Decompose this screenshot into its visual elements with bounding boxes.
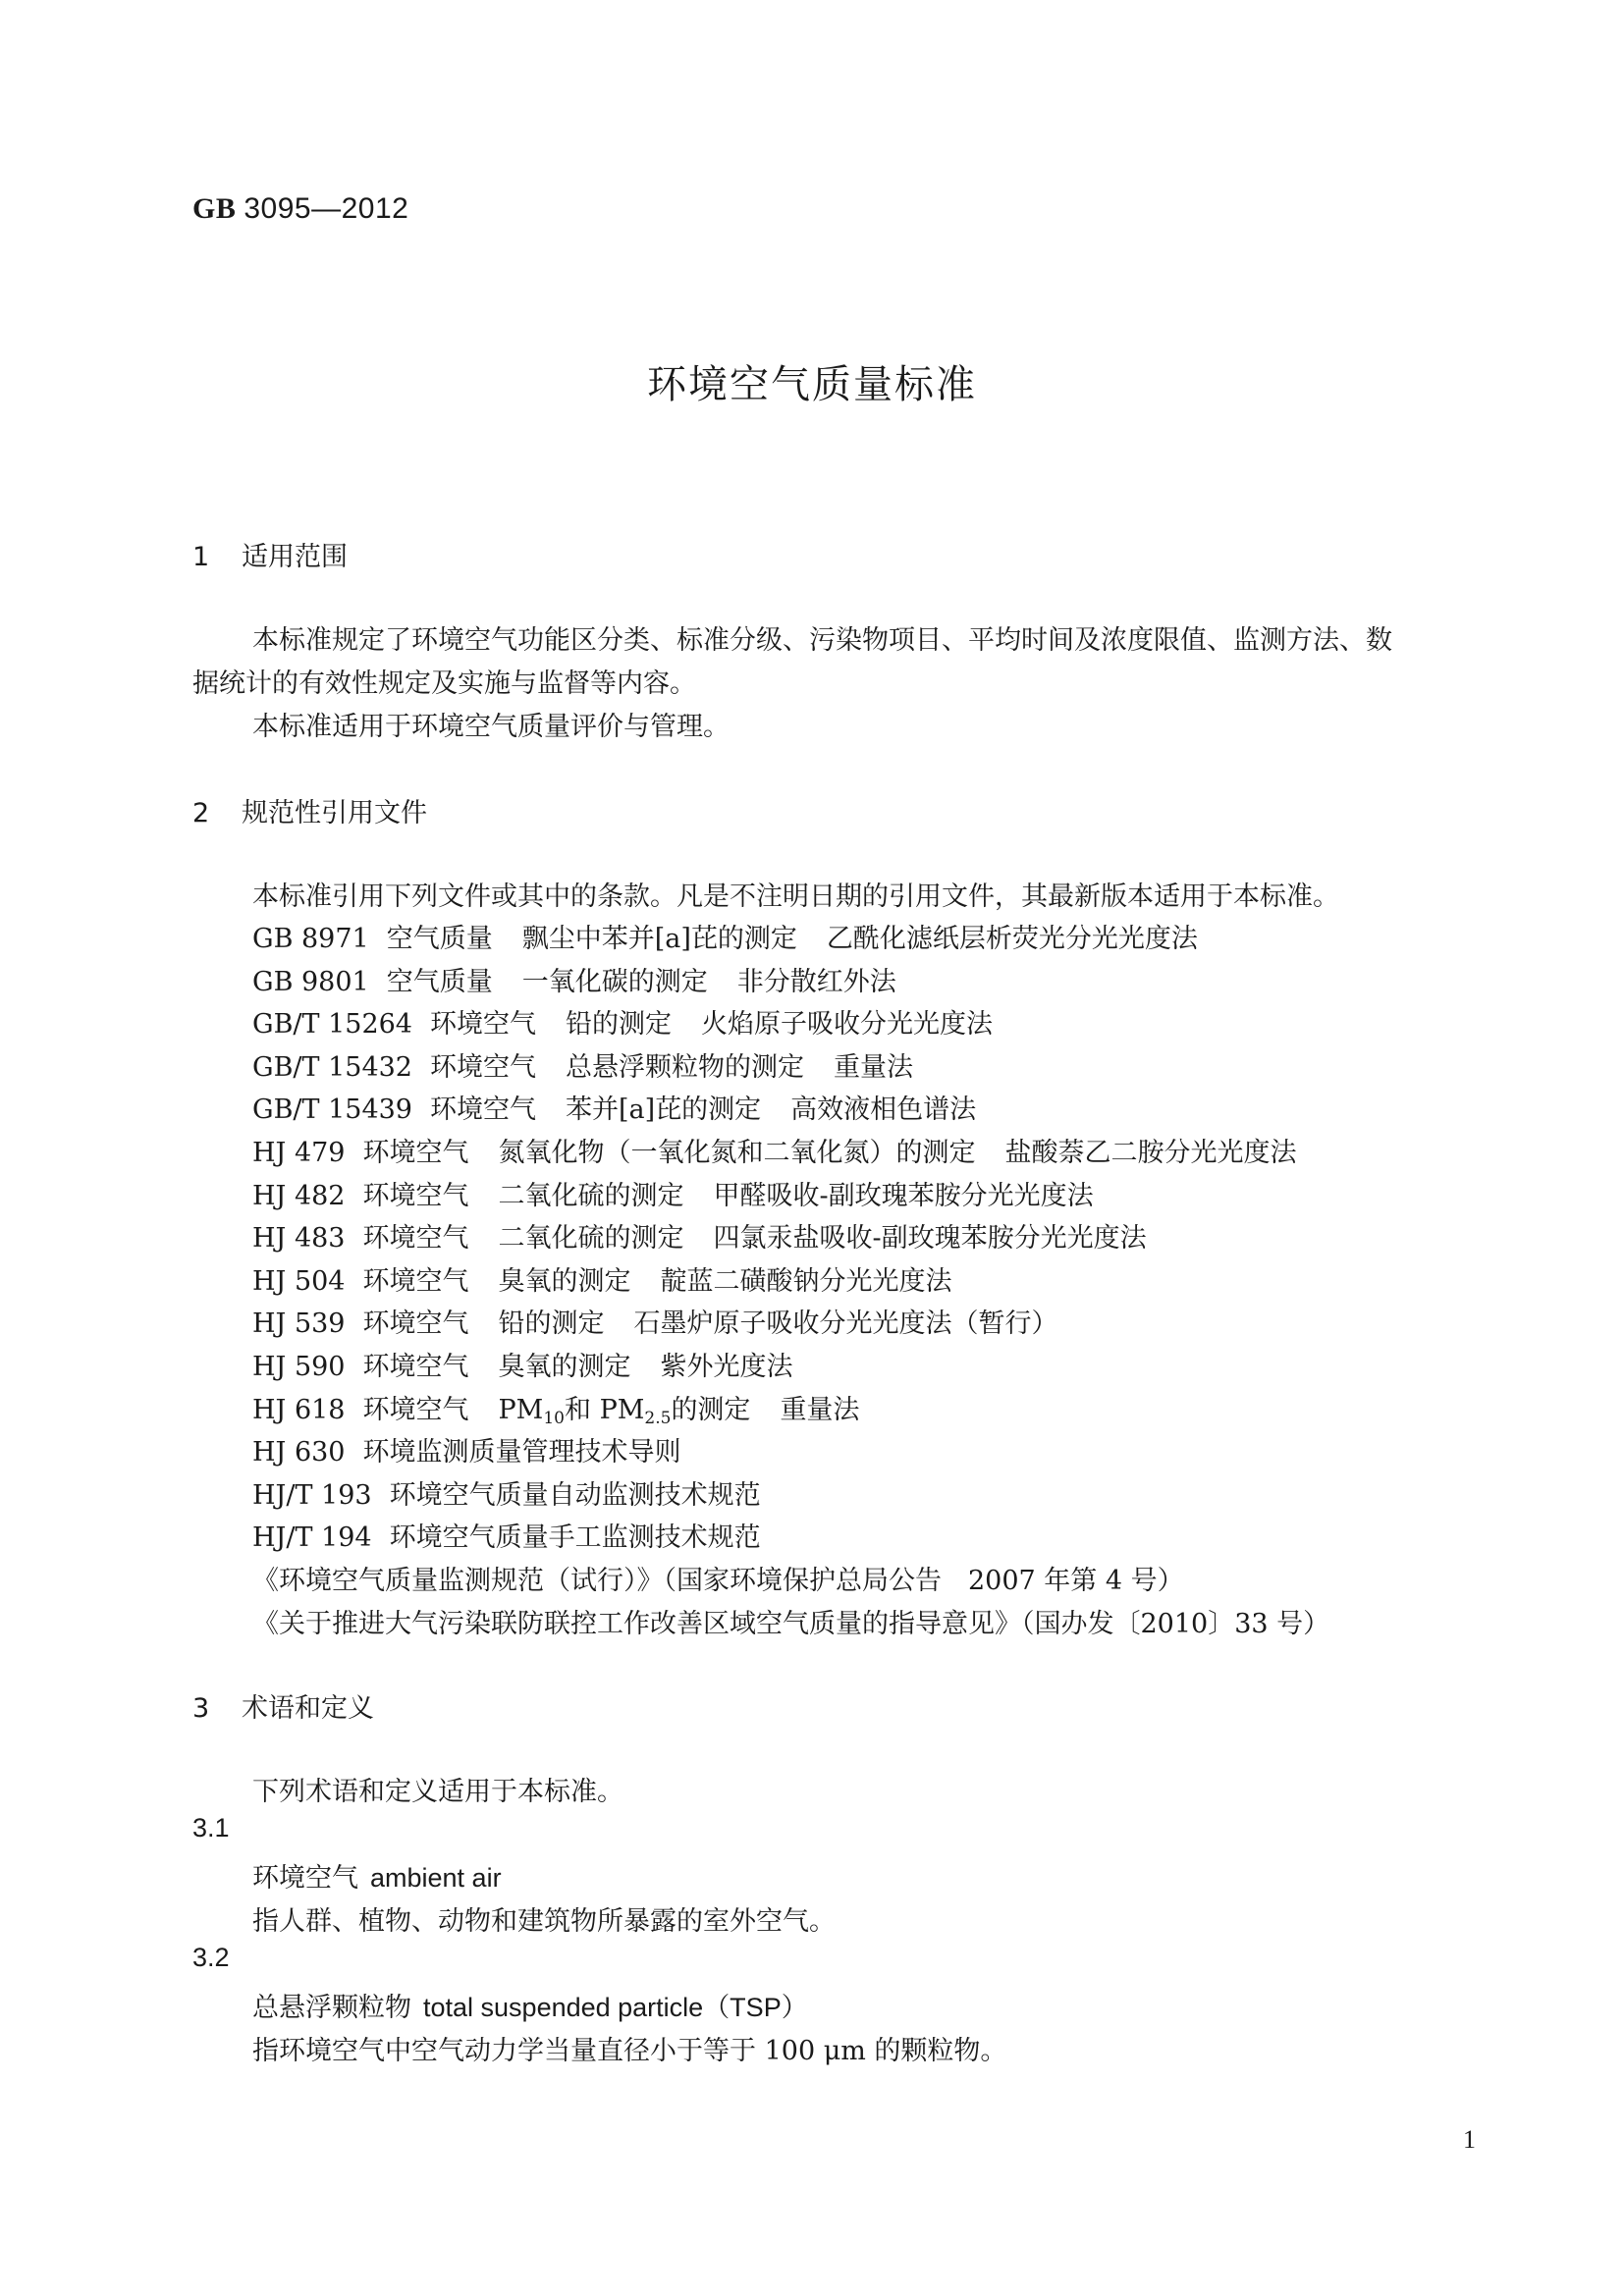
reference-subject: 铅的测定 — [566, 1009, 672, 1041]
reference-topic: 空气质量 — [386, 966, 493, 997]
reference-code: HJ 630 — [252, 1437, 346, 1468]
reference-code: GB/T 15264 — [252, 1009, 412, 1041]
reference-item — [252, 1132, 1329, 1175]
reference-code: HJ 479 — [252, 1137, 346, 1168]
standard-number: 3095—2012 — [244, 192, 409, 225]
reference-code: HJ 482 — [252, 1180, 346, 1211]
reference-topic: 环境空气 — [430, 1095, 536, 1126]
reference-subject: 臭氧的测定 — [498, 1351, 631, 1382]
reference-method: 盐酸萘乙二胺分光光度法 — [1004, 1137, 1297, 1168]
reference-item — [252, 1474, 1329, 1518]
standard-code — [192, 192, 408, 226]
reference-code: HJ 483 — [252, 1223, 346, 1255]
reference-topic: 环境空气 — [430, 1051, 536, 1083]
reference-method: 甲醛吸收-副玫瑰苯胺分光光度法 — [713, 1180, 1094, 1211]
reference-code: HJ 539 — [252, 1308, 346, 1340]
pm10-subscript: 10 — [543, 1408, 565, 1428]
term-chinese: 总悬浮颗粒物 — [252, 1993, 411, 2023]
term-definition: 指环境空气中空气动力学当量直径小于等于 100 μm 的颗粒物。 — [252, 2036, 1007, 2066]
reference-item — [252, 1517, 1329, 1560]
reference-topic: 空气质量 — [386, 924, 493, 954]
reference-subject: 铅的测定 — [498, 1308, 605, 1340]
scope-paragraph-line-1: 本标准规定了环境空气功能区分类、标准分级、污染物项目、平均时间及浓度限值、监测方法、数 — [252, 625, 1392, 656]
section-1-heading — [192, 535, 348, 573]
reference-method: 非分散红外法 — [736, 966, 896, 997]
term-title — [252, 1856, 502, 1895]
reference-code: GB/T 15439 — [252, 1095, 412, 1126]
term-english: total suspended particle（TSP） — [423, 1993, 808, 2022]
reference-method: 石墨炉原子吸收分光光度法（暂行） — [633, 1308, 1058, 1340]
scope-paragraph-2: 本标准适用于环境空气质量评价与管理。 — [252, 712, 730, 742]
section-number: 2 — [192, 798, 210, 828]
pm10-label: PM — [498, 1394, 544, 1425]
scope-paragraph-line-2: 据统计的有效性规定及实施与监督等内容。 — [192, 668, 696, 699]
term-number: 3.1 — [192, 1813, 230, 1842]
reference-item — [252, 1089, 1329, 1132]
reference-method: 紫外光度法 — [660, 1351, 793, 1382]
reference-subject: 苯并[a]芘的测定 — [566, 1095, 762, 1126]
section-2-heading — [192, 791, 427, 829]
reference-topic: 环境空气 — [362, 1394, 469, 1425]
page-number: 1 — [1463, 2125, 1476, 2154]
reference-topic: 环境空气 — [362, 1180, 469, 1211]
reference-method: 重量法 — [780, 1394, 860, 1425]
reference-item — [252, 1431, 1329, 1474]
reference-topic: 环境空气质量自动监测技术规范 — [389, 1479, 761, 1511]
reference-method: 四氯汞盐吸收-副玫瑰苯胺分光光度法 — [713, 1223, 1147, 1255]
pm-tail: 的测定 — [671, 1394, 751, 1425]
section-number: 1 — [192, 542, 210, 572]
reference-text: 《环境空气质量监测规范（试行）》（国家环境保护总局公告 2007 年第 4 号） — [252, 1565, 1184, 1596]
reference-item — [252, 1560, 1329, 1603]
reference-list — [252, 918, 1329, 1645]
reference-code: GB 8971 — [252, 924, 369, 954]
reference-item — [252, 961, 1329, 1004]
section-number: 3 — [192, 1693, 210, 1724]
reference-topic: 环境监测质量管理技术导则 — [362, 1437, 681, 1468]
reference-topic: 环境空气 — [362, 1351, 469, 1382]
term-number: 3.2 — [192, 1943, 230, 1972]
pm25-label: PM — [599, 1394, 645, 1425]
reference-item — [252, 1389, 1329, 1432]
reference-item — [252, 1260, 1329, 1304]
pm-conjunction: 和 — [564, 1394, 591, 1425]
reference-code: GB 9801 — [252, 966, 369, 997]
reference-text: 《关于推进大气污染联防联控工作改善区域空气质量的指导意见》（国办发〔2010〕33 号） — [252, 1608, 1330, 1639]
reference-subject: 总悬浮颗粒物的测定 — [566, 1051, 804, 1083]
reference-method: 靛蓝二磺酸钠分光光度法 — [660, 1265, 952, 1297]
reference-subject — [498, 1394, 751, 1428]
section-title: 术语和定义 — [242, 1693, 374, 1724]
section-title: 规范性引用文件 — [242, 798, 427, 828]
standard-prefix: GB — [192, 192, 237, 225]
reference-subject: 二氧化硫的测定 — [498, 1223, 684, 1255]
references-intro: 本标准引用下列文件或其中的条款。凡是不注明日期的引用文件，其最新版本适用于本标准。 — [252, 881, 1339, 912]
reference-method: 重量法 — [834, 1051, 913, 1083]
reference-item — [252, 918, 1329, 961]
reference-item — [252, 1003, 1329, 1046]
reference-code: GB/T 15432 — [252, 1051, 412, 1083]
reference-item — [252, 1303, 1329, 1346]
document-title: 环境空气质量标准 — [647, 362, 977, 407]
reference-item — [252, 1346, 1329, 1389]
reference-method: 火焰原子吸收分光光度法 — [701, 1009, 993, 1041]
reference-item — [252, 1175, 1329, 1218]
reference-code: HJ 590 — [252, 1351, 346, 1382]
reference-subject: 二氧化硫的测定 — [498, 1180, 684, 1211]
pm25-subscript: 2.5 — [644, 1408, 672, 1428]
reference-topic: 环境空气 — [362, 1308, 469, 1340]
reference-code: HJ 618 — [252, 1394, 346, 1425]
section-title: 适用范围 — [242, 542, 348, 572]
reference-item — [252, 1217, 1329, 1260]
reference-item — [252, 1603, 1329, 1646]
reference-method: 乙酰化滤纸层析荧光分光光度法 — [826, 924, 1198, 954]
reference-code: HJ 504 — [252, 1265, 346, 1297]
reference-topic: 环境空气 — [362, 1223, 469, 1255]
term-chinese: 环境空气 — [252, 1863, 358, 1894]
section-3-heading — [192, 1686, 374, 1725]
reference-method: 高效液相色谱法 — [790, 1095, 977, 1126]
terms-intro: 下列术语和定义适用于本标准。 — [252, 1777, 623, 1807]
reference-code: HJ/T 193 — [252, 1479, 372, 1511]
reference-topic: 环境空气 — [430, 1009, 536, 1041]
reference-subject: 一氧化碳的测定 — [521, 966, 708, 997]
term-title — [252, 1986, 808, 2024]
reference-subject: 氮氧化物（一氧化氮和二氧化氮）的测定 — [498, 1137, 976, 1168]
reference-topic: 环境空气 — [362, 1265, 469, 1297]
term-english: ambient air — [370, 1863, 502, 1893]
reference-item — [252, 1046, 1329, 1090]
reference-subject: 臭氧的测定 — [498, 1265, 631, 1297]
reference-topic: 环境空气 — [362, 1137, 469, 1168]
reference-subject: 飘尘中苯并[a]芘的测定 — [521, 924, 797, 954]
reference-topic: 环境空气质量手工监测技术规范 — [389, 1522, 761, 1554]
term-definition: 指人群、植物、动物和建筑物所暴露的室外空气。 — [252, 1906, 836, 1937]
reference-code: HJ/T 194 — [252, 1522, 372, 1554]
